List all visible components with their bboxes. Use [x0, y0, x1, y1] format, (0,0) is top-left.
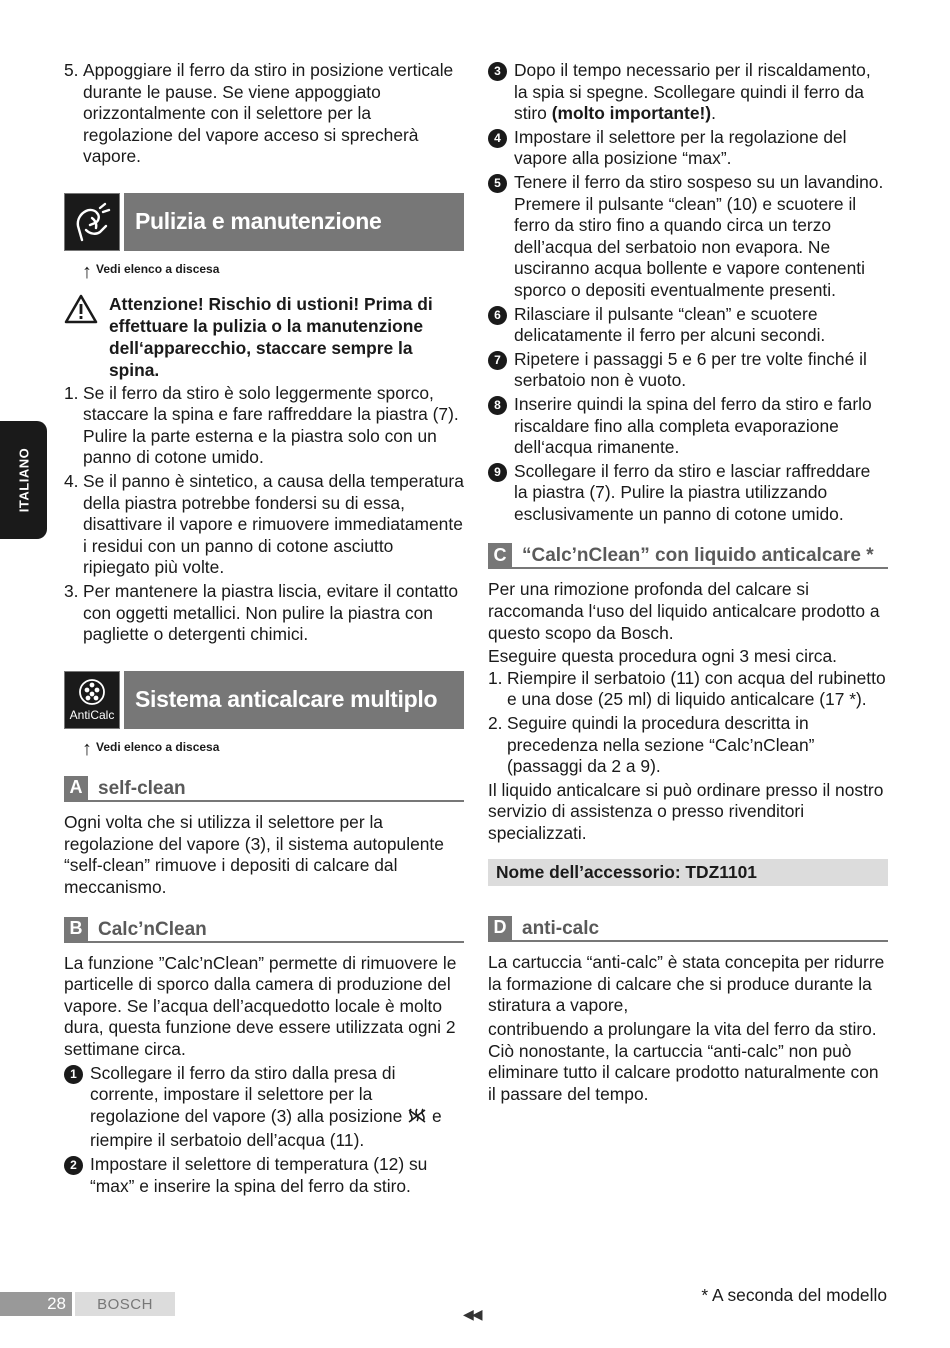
step-item: 7 Ripetere i passaggi 5 e 6 per tre volte finché il serbatoio non è vuoto.	[488, 349, 888, 392]
step-item: 8 Inserire quindi la spina del ferro da stiro e farlo riscaldare fino alla completa evaporazione dell‘acqua rimanente.	[488, 394, 888, 459]
paragraph: Per una rimozione profonda del calcare si raccomanda l‘uso del liquido anticalcare prodotto a questo scopo da Bosch.	[488, 579, 880, 643]
arrow-up-icon: ↑	[82, 738, 92, 761]
language-tab-label: ITALIANO	[16, 447, 31, 513]
section-title: Pulizia e manutenzione	[124, 193, 464, 251]
list-item: 1. Se il ferro da stiro è solo leggermente sporco, staccare la spina e fare raffreddare la piastra (7). Pulire la parte esterna e la piastra solo con un panno di cotone umido.	[64, 382, 459, 468]
step-number-5: 5	[488, 174, 507, 193]
step-number-2: 2	[64, 1156, 83, 1175]
warning-text: Attenzione! Rischio di ustioni! Prima di effettuare la pulizia o la manutenzione dell‘apparecchio, staccare sempre la spina.	[109, 293, 433, 380]
list-item: 2. Seguire quindi la procedura descritta in precedenza nella sezione “Calc’nClean” (passaggi da 2 a 9).	[488, 713, 815, 777]
step-item: 3 Dopo il tempo necessario per il riscaldamento, la spia si spegne. Scollegare quindi il ferro da stiro (molto importante!).	[488, 60, 888, 125]
subsection-header-c: C “Calc’nClean” con liquido anticalcare *	[488, 543, 888, 569]
paragraph: La funzione ”Calc’nClean” permette di rimuovere le particelle di sporco dalla camera di produzione del vapore. Se l’acqua dell’acquedotto locale è molto dura, questa funzione deve essere utilizzata ogni 2 settimane circa.	[64, 952, 457, 1060]
brand-label: BOSCH	[75, 1292, 175, 1316]
list-item: 5. Appoggiare il ferro da stiro in posizione verticale durante le pause. Se viene appoggiato orizzontalmente con il selettore per la regolazione del vapore acceso si sprecherà vapore.	[64, 60, 454, 167]
warning-triangle-icon	[64, 293, 109, 381]
paragraph: Eseguire questa procedura ogni 3 mesi circa.	[488, 646, 837, 667]
subsection-header-b: B Calc’nClean	[64, 917, 464, 943]
paragraph: Ogni volta che si utilizza il selettore per la regolazione del vapore (3), il sistema autopulente “self-clean” rimuove i depositi di calcare dal meccanismo.	[64, 812, 444, 898]
page-number: 28	[0, 1292, 72, 1316]
step-number-6: 6	[488, 306, 507, 325]
step-number-3: 3	[488, 62, 507, 81]
accessory-box: Nome dell’accessorio: TDZ1101	[488, 859, 888, 887]
left-column	[64, 60, 464, 1199]
step-number-8: 8	[488, 396, 507, 415]
subsection-header-a: A self-clean	[64, 776, 464, 802]
section-title: Sistema anticalcare multiplo	[124, 671, 464, 729]
warning-block	[64, 293, 464, 381]
paragraph: contribuendo a prolungare la vita del ferro da stiro. Ciò nonostante, la cartuccia “anti-calc” non può eliminare tutto il calcare prodotto naturalmente con il passare del tempo.	[488, 1018, 879, 1104]
step-item: 2 Impostare il selettore di temperatura (12) su “max” e inserire la spina del ferro da stiro.	[64, 1154, 464, 1197]
step-number-7: 7	[488, 351, 507, 370]
list-item: 1. Riempire il serbatoio (11) con acqua del rubinetto e una dose (25 ml) di liquido anticalcare (17 *).	[488, 667, 886, 710]
step-item: 4 Impostare il selettore per la regolazione del vapore alla posizione “max”.	[488, 127, 888, 170]
step-item: 6 Rilasciare il pulsante “clean” e scuotere delicatamente il ferro per alcuni secondi.	[488, 304, 888, 347]
footer-left	[0, 1292, 175, 1316]
cleaning-list	[64, 383, 464, 646]
paragraph: La cartuccia “anti-calc” è stata concepita per ridurre la formazione di calcare che si produce durante la stiratura a vapore,	[488, 952, 885, 1016]
list-item: 4. Se il panno è sintetico, a causa della temperatura della piastra potrebbe fondersi su di essa, disattivare il vapore e rimuovere immediatamente i residui con un panno di cotone asciutto ripiegato più volte.	[64, 470, 464, 578]
see-below-note: ↑ Vedi elenco a discesa	[82, 260, 220, 283]
anticalc-icon	[64, 671, 120, 729]
language-tab	[0, 421, 47, 539]
see-below-note: ↑ Vedi elenco a discesa	[82, 738, 220, 761]
steam-off-icon	[407, 1107, 427, 1131]
step-item: 1 Scollegare il ferro da stiro dalla presa di corrente, impostare il selettore per la regolazione del vapore (3) alla posizione e riempire il serbatoio dell’acqua (11).	[64, 1063, 464, 1152]
arrow-up-icon: ↑	[82, 260, 92, 283]
step-number-1: 1	[64, 1065, 83, 1084]
list-item: 3. Per mantenere la piastra liscia, evitare il contatto con oggetti metallici. Non pulire la piastra con pagliette o detergenti chimici.	[64, 580, 459, 645]
section-header-anticalc	[64, 671, 464, 729]
paragraph: Il liquido anticalcare si può ordinare presso il nostro servizio di assistenza o presso rivenditori specializzati.	[488, 779, 884, 843]
right-column	[488, 60, 888, 1105]
step-number-9: 9	[488, 463, 507, 482]
section-header-cleaning	[64, 193, 464, 251]
step-item: 5 Tenere il ferro da stiro sospeso su un lavandino. Premere il pulsante “clean” (10) e scuotere il ferro da stiro fino a quando circa un terzo dell’acqua del serbatoio non evapora. Ne usciranno acqua bollente e vapore contenenti sporco o depositi eventualmente presenti.	[488, 172, 888, 302]
anticalc-icon-label: AntiCalc	[69, 708, 115, 723]
cleaning-hand-icon	[64, 193, 120, 251]
step-number-4: 4	[488, 129, 507, 148]
previous-page-arrows-icon[interactable]: ◀◀	[463, 1306, 481, 1322]
footnote: * A seconda del modello	[701, 1285, 887, 1305]
subsection-header-d: D anti-calc	[488, 916, 888, 942]
step-item: 9 Scollegare il ferro da stiro e lasciar raffreddare la piastra (7). Pulire la piastra utilizzando esclusivamente un panno di cotone umido.	[488, 461, 888, 526]
